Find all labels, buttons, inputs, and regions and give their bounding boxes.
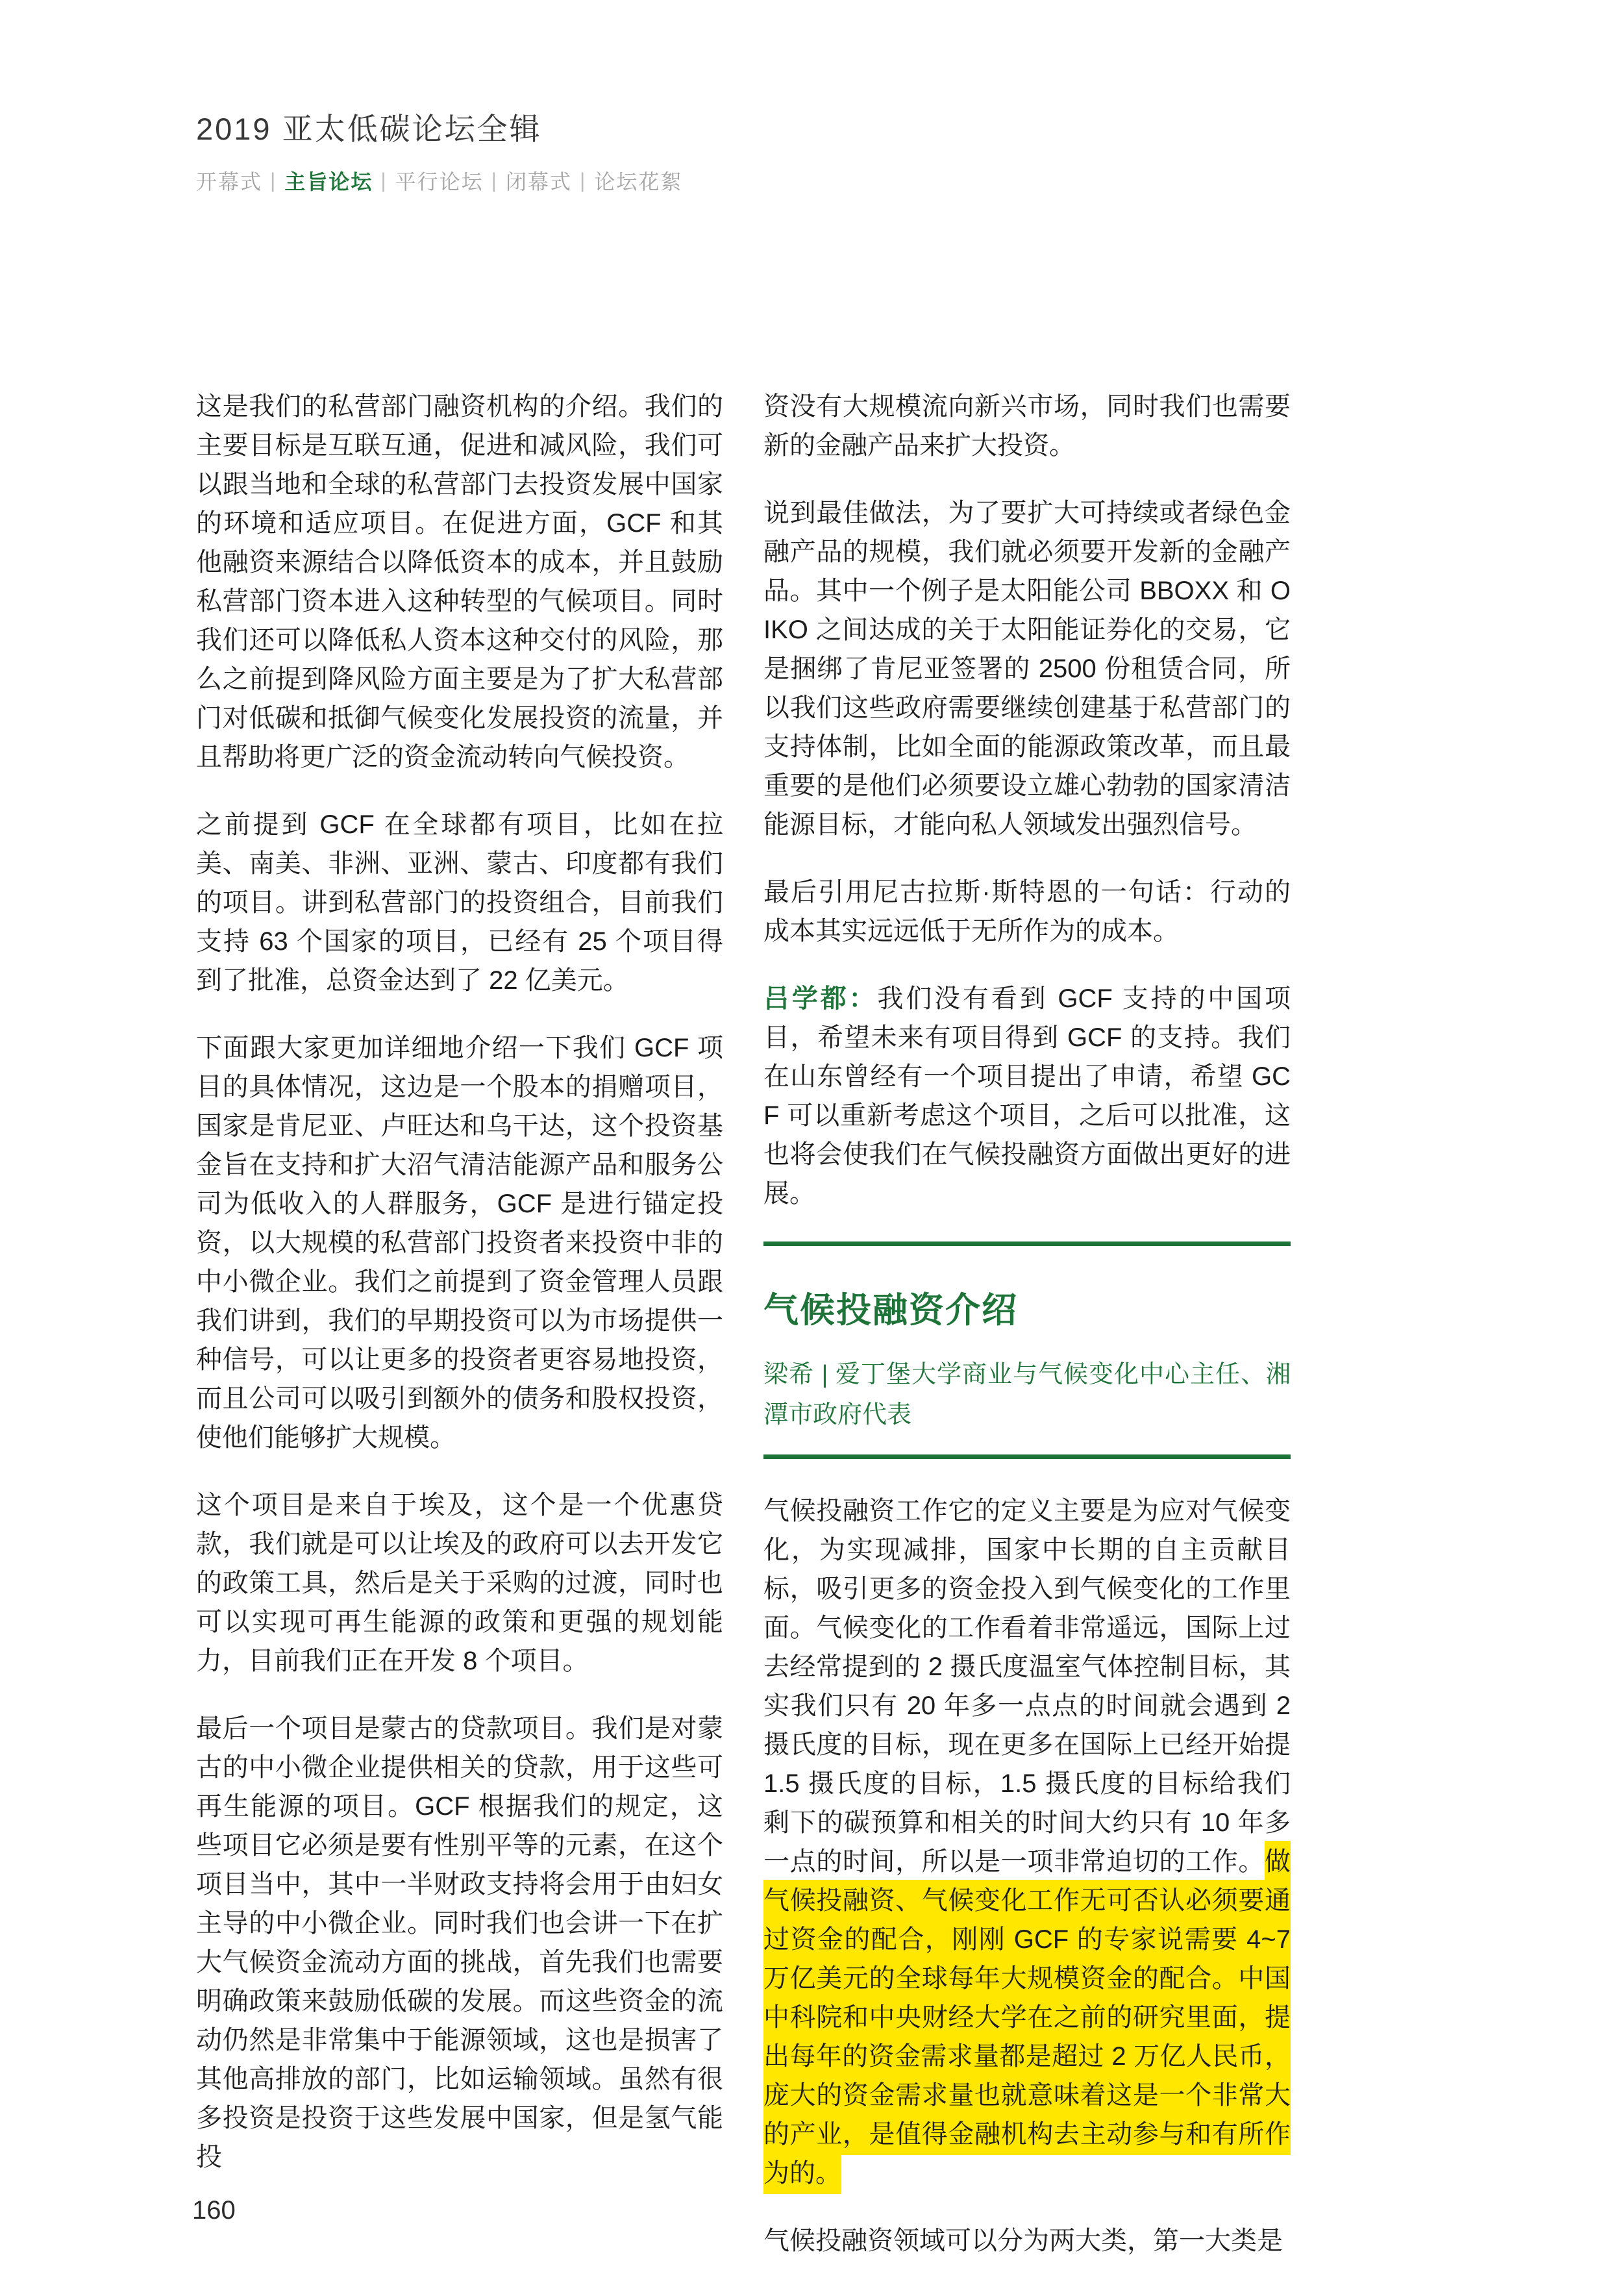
nav-separator: | <box>270 168 277 192</box>
section-divider-block <box>763 1242 1291 1459</box>
nav-separator: | <box>380 168 388 192</box>
nav-item-closing-ceremony: 闭幕式 <box>505 170 572 193</box>
paragraph: 说到最佳做法，为了要扩大可持续或者绿色金融产品的规模，我们就必须要开发新的金融产品。其中一个例子是太阳能公司 BBOXX 和 OIKO 之间达成的关于太阳能证券化的交易，它是捆绑了肯尼亚签署的 2500 份租赁合同，所以我们这些政府需要继续创建基于私营部门的支持体制，比如全面的能源政策改革，而且最重要的是他们必须要设立雄心勃勃的国家清洁能源目标，才能向私人领域发出强烈信号。 <box>763 499 1291 839</box>
nav-item-parallel-forum: 平行论坛 <box>395 170 484 193</box>
section-breadcrumb <box>196 166 1300 195</box>
section-speaker-subtitle: 梁希 | 爱丁堡大学商业与气候变化中心主任、湘潭市政府代表 <box>763 1361 1291 1429</box>
speaker-name: 吕学都： <box>763 984 878 1013</box>
speaker-paragraph <box>763 979 1291 1213</box>
paragraph-plain-part: 气候投融资工作它的定义主要是为应对气候变化，为实现减排，国家中长期的自主贡献目标，吸引更多的资金投入到气候变化的工作里面。气候变化的工作看着非常遥远，国际上过去经常提到的 2 摄氏度温室气体控制目标，其实我们只有 20 年多一点点的时间就会遇到 2 摄氏度的目标，现在更多在国际上已经开始提 1.5 摄氏度的目标，1.5 摄氏度的目标给我们剩下的碳预算和相关的时间大约只有 10 年多一点的时间，所以是一项非常迫切的工作。 <box>763 1497 1291 1876</box>
nav-item-keynote-forum-active: 主旨论坛 <box>284 170 373 193</box>
paragraph: 气候投融资领域可以分为两大类，第一大类是 <box>763 2227 1283 2255</box>
paragraph: 之前提到 GCF 在全球都有项目，比如在拉美、南美、非洲、亚洲、蒙古、印度都有我们的项目。讲到私营部门的投资组合，目前我们支持 63 个国家的项目，已经有 25 个项目得到了批准，总资金达到了 22 亿美元。 <box>196 810 723 995</box>
section-heading: 气候投融资介绍 <box>763 1291 1018 1330</box>
paragraph: 最后一个项目是蒙古的贷款项目。我们是对蒙古的中小微企业提供相关的贷款，用于这些可再生能源的项目。GCF 根据我们的规定，这些项目它必须是要有性别平等的元素，在这个项目当中，其中一半财政支持将会用于由妇女主导的中小微企业。同时我们也会讲一下在扩大气候资金流动方面的挑战，首先我们也需要明确政策来鼓励低碳的发展。而这些资金的流动仍然是非常集中于能源领域，这也是损害了其他高排放的部门，比如运输领域。虽然有很多投资是投资于这些发展中国家，但是氢气能投 <box>196 1714 723 2171</box>
speaker-text: 我们没有看到 GCF 支持的中国项目，希望未来有项目得到 GCF 的支持。我们在山东曾经有一个项目提出了申请，希望 GCF 可以重新考虑这个项目，之后可以批准，这也将会使我们在气候投融资方面做出更好的进展。 <box>763 984 1291 1208</box>
paragraph: 最后引用尼古拉斯·斯特恩的一句话：行动的成本其实远远低于无所作为的成本。 <box>763 878 1291 945</box>
paragraph: 资没有大规模流向新兴市场，同时我们也需要新的金融产品来扩大投资。 <box>763 392 1291 460</box>
nav-separator: | <box>580 168 587 192</box>
paragraph-with-highlight <box>763 1491 1291 2193</box>
paragraph: 这是我们的私营部门融资机构的介绍。我们的主要目标是互联互通，促进和减风险，我们可以跟当地和全球的私营部门去投资发展中国家的环境和适应项目。在促进方面，GCF 和其他融资来源结合以降低资本的成本，并且鼓励私营部门资本进入这种转型的气候项目。同时我们还可以降低私人资本这种交付的风险，那么之前提到降风险方面主要是为了扩大私营部门对低碳和抵御气候变化发展投资的流量，并且帮助将更广泛的资金流动转向气候投资。 <box>196 392 723 771</box>
book-title: 2019 亚太低碳论坛全辑 <box>196 112 542 146</box>
page-header <box>196 105 1300 195</box>
paragraph: 这个项目是来自于埃及，这个是一个优惠贷款，我们就是可以让埃及的政府可以去开发它的政策工具，然后是关于采购的过渡，同时也可以实现可再生能源的政策和更强的规划能力，目前我们正在开发 8 个项目。 <box>196 1491 723 1675</box>
nav-item-forum-highlights: 论坛花絮 <box>594 170 683 193</box>
nav-item-opening-ceremony: 开幕式 <box>196 170 263 193</box>
nav-separator: | <box>491 168 498 192</box>
paragraph: 下面跟大家更加详细地介绍一下我们 GCF 项目的具体情况，这边是一个股本的捐赠项目，国家是肯尼亚、卢旺达和乌干达，这个投资基金旨在支持和扩大沼气清洁能源产品和服务公司为低收入的人群服务，GCF 是进行锚定投资，以大规模的私营部门投资者来投资中非的中小微企业。我们之前提到了资金管理人员跟我们讲到，我们的早期投资可以为市场提供一种信号，可以让更多的投资者更容易地投资，而且公司可以吸引到额外的债务和股权投资，使他们能够扩大规模。 <box>196 1034 723 1452</box>
highlighted-text: 做气候投融资、气候变化工作无可否认必须要通过资金的配合，刚刚 GCF 的专家说需要 4~7 万亿美元的全球每年大规模资金的配合。中国中科院和中央财经大学在之前的研究里面，提出每年的资金需求量都是超过 2 万亿人民币，庞大的资金需求量也就意味着这是一个非常大的产业，是值得金融机构去主动参与和有所作为的。 <box>763 1841 1291 2194</box>
right-text-column <box>763 387 1291 2260</box>
left-text-column <box>196 387 723 2177</box>
page-number: 160 <box>192 2196 236 2225</box>
